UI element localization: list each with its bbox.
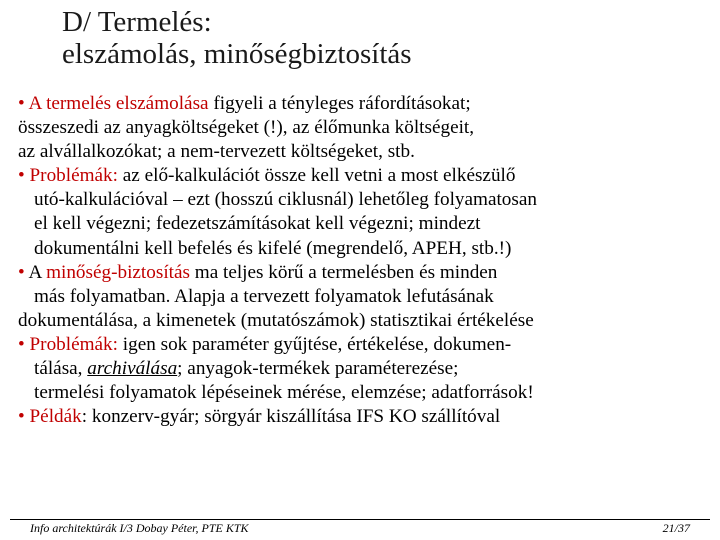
p3-line-3: dokumentálása, a kimenetek (mutatószámok) statisztikai értékelése — [18, 309, 534, 331]
p2-line-1 — [18, 164, 718, 188]
p4-text: igen sok paraméter gyűjtése, értékelése, dokumen- — [117, 333, 512, 355]
p2-line-3: el kell végezni; fedezetszámításokat kell végezni; mindezt — [34, 213, 481, 235]
p4-line-1 — [18, 333, 718, 357]
bullet: • — [18, 333, 25, 355]
p1-text: figyeli a tényleges ráfordításokat; — [208, 93, 471, 114]
p4-line-2b: ; anyagok-termékek paraméterezése; — [177, 358, 459, 380]
p3-line-1 — [18, 261, 718, 285]
p3-highlight: minőség-biztosítás — [46, 261, 190, 283]
footer-page-number: 21/37 — [662, 521, 690, 535]
p5-highlight: Példák — [29, 406, 82, 428]
p1-highlight: A termelés elszámolása — [28, 93, 209, 114]
p2-line-4: dokumentálni kell befelés és kifelé (megrendelő, APEH, stb.!) — [34, 237, 512, 259]
slide-title-line-1: D/ Termelés: — [62, 6, 212, 38]
bullet: • — [18, 93, 25, 114]
p3-line-2: más folyamatban. Alapja a tervezett folyamatok lefutásának — [34, 285, 494, 307]
p4-italic-word: archiválása — [87, 358, 178, 380]
p4-line-3: termelési folyamatok lépéseinek mérése, elemzése; adatforrások! — [34, 382, 534, 404]
bullet: • — [18, 261, 25, 283]
footer-divider — [10, 519, 710, 520]
p1-line-3: az alvállalkozókat; a nem-tervezett költségeket, stb. — [18, 141, 415, 163]
p3-text: ma teljes körű a termelésben és minden — [189, 261, 498, 283]
p2-line-2: utó-kalkulációval – ezt (hosszú ciklusnál) lehetőleg folyamatosan — [34, 189, 537, 211]
p3-pre: A — [28, 261, 47, 283]
footer-author: Info architektúrák I/3 Dobay Péter, PTE KTK — [30, 521, 249, 535]
p2-text: az elő-kalkulációt össze kell vetni a most elkészülő — [117, 165, 516, 187]
p1-line-1 — [18, 92, 718, 116]
p4-line-2a: tálása, — [34, 358, 88, 380]
p4-line-2 — [18, 357, 718, 381]
slide-title — [62, 6, 662, 70]
slide-body — [18, 92, 718, 429]
bullet: • — [18, 406, 25, 428]
slide-title-line-2: elszámolás, minőségbiztosítás — [62, 38, 412, 70]
p4-highlight: Problémák: — [29, 333, 118, 355]
p1-line-2: összeszedi az anyagköltségeket (!), az élőmunka költségeit, — [18, 117, 475, 139]
p5-text: : konzerv-gyár; sörgyár kiszállítása IFS KO szállítóval — [81, 406, 501, 428]
p2-highlight: Problémák: — [29, 165, 118, 187]
bullet: • — [18, 165, 25, 187]
p5-line-1 — [18, 405, 718, 429]
